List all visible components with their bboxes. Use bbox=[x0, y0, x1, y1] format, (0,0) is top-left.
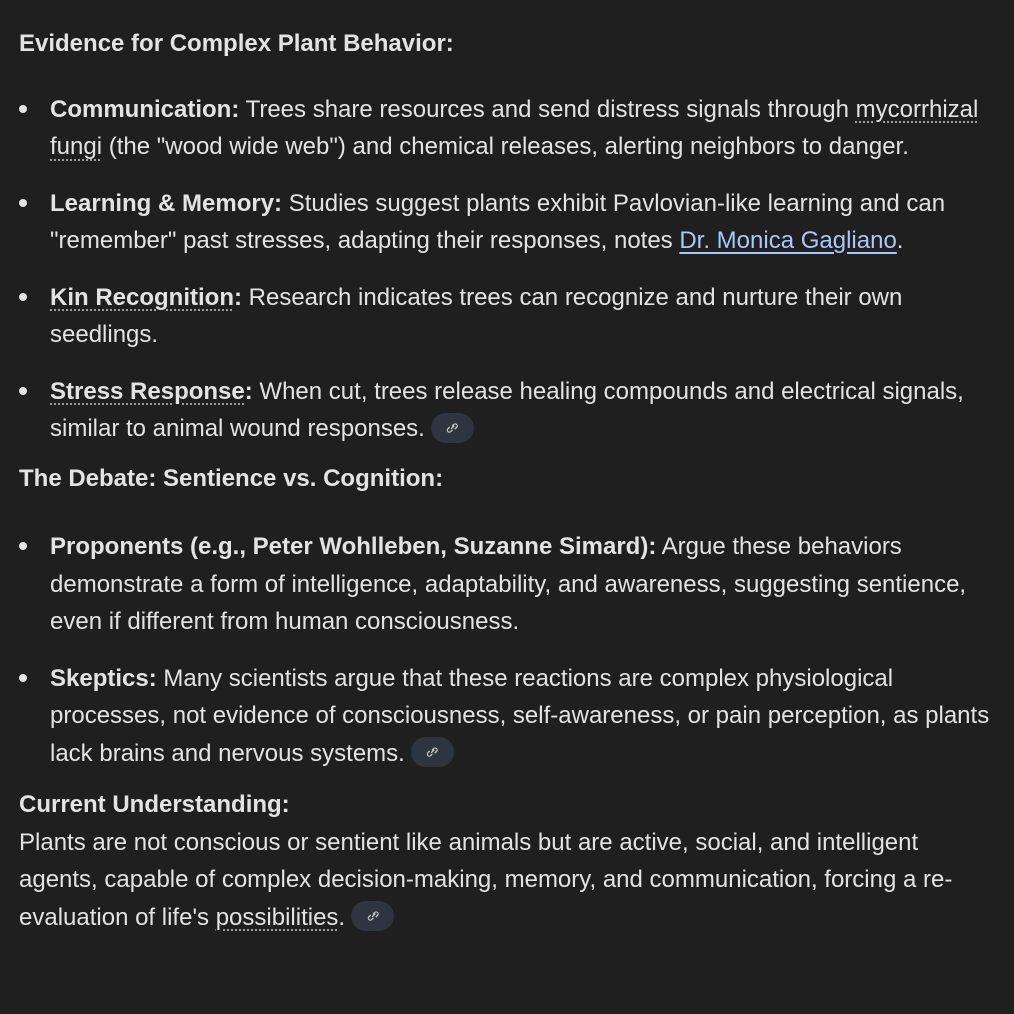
list-item bbox=[19, 185, 999, 260]
item-text: Argue these behaviors demonstrate a form of intelligence, adaptability, and awareness, suggesting sentience, even if different from human consciousness. bbox=[50, 533, 967, 635]
item-text: Many scientists argue that these reactions are complex physiological processes, not evidence of consciousness, self-awareness, or pain perception, as plants lack brains and nervous systems. bbox=[50, 664, 990, 767]
bullet-icon bbox=[19, 674, 27, 682]
term-suffix: : bbox=[244, 377, 253, 405]
citation-chip[interactable] bbox=[351, 901, 394, 931]
bullet-icon bbox=[19, 387, 27, 395]
term-suffix: : bbox=[233, 283, 242, 311]
source-link-monica-gagliano[interactable]: Dr. Monica Gagliano bbox=[679, 227, 897, 254]
list-item bbox=[19, 279, 999, 354]
bullet-icon bbox=[19, 105, 27, 113]
list-item bbox=[19, 91, 999, 166]
bullet-icon bbox=[19, 199, 27, 207]
item-text: Studies suggest plants exhibit Pavlovian-like learning and can "remember" past stresses, adapting their responses, notes bbox=[50, 189, 946, 254]
definition-term-possibilities[interactable]: possibilities bbox=[215, 903, 339, 931]
response-content bbox=[19, 25, 999, 936]
evidence-list bbox=[19, 91, 999, 448]
citation-chip[interactable] bbox=[411, 737, 454, 767]
list-item bbox=[19, 373, 999, 448]
summary-text: . bbox=[338, 903, 346, 931]
bullet-icon bbox=[19, 293, 27, 301]
definition-term-mycorrhizal-fungi[interactable]: mycorrhizal fungi bbox=[50, 95, 979, 160]
link-icon bbox=[444, 420, 460, 436]
summary-text: Plants are not conscious or sentient like animals but are active, social, and intelligent agents, capable of complex decision-making, memory, and communication, forcing a re-evaluation of life's bbox=[19, 828, 953, 931]
item-term: Communication: bbox=[50, 95, 240, 123]
section-heading-debate: The Debate: Sentience vs. Cognition: bbox=[19, 464, 444, 492]
definition-term-kin-recognition[interactable]: Kin Recognition bbox=[50, 283, 234, 311]
section-heading-current-understanding: Current Understanding: bbox=[19, 791, 290, 818]
item-text: When cut, trees release healing compounds and electrical signals, similar to animal wound responses. bbox=[50, 377, 964, 442]
section-heading-evidence: Evidence for Complex Plant Behavior: bbox=[19, 30, 454, 57]
citation-chip[interactable] bbox=[431, 413, 474, 443]
item-text: . bbox=[896, 227, 904, 254]
item-term: Learning & Memory: bbox=[50, 189, 283, 217]
link-icon bbox=[365, 908, 381, 924]
item-text: Research indicates trees can recognize and nurture their own seedlings. bbox=[50, 283, 903, 348]
list-item bbox=[19, 528, 999, 641]
item-term: Skeptics: bbox=[50, 664, 157, 692]
debate-list bbox=[19, 528, 999, 772]
item-text: (the "wood wide web") and chemical releases, alerting neighbors to danger. bbox=[102, 133, 909, 160]
link-icon bbox=[424, 744, 440, 760]
item-term: Proponents (e.g., Peter Wohlleben, Suzanne Simard): bbox=[50, 533, 657, 560]
summary-paragraph bbox=[19, 824, 999, 937]
item-text: Trees share resources and send distress signals through bbox=[239, 95, 856, 123]
list-item bbox=[19, 660, 999, 773]
definition-term-stress-response[interactable]: Stress Response bbox=[50, 377, 245, 405]
bullet-icon bbox=[19, 542, 27, 550]
